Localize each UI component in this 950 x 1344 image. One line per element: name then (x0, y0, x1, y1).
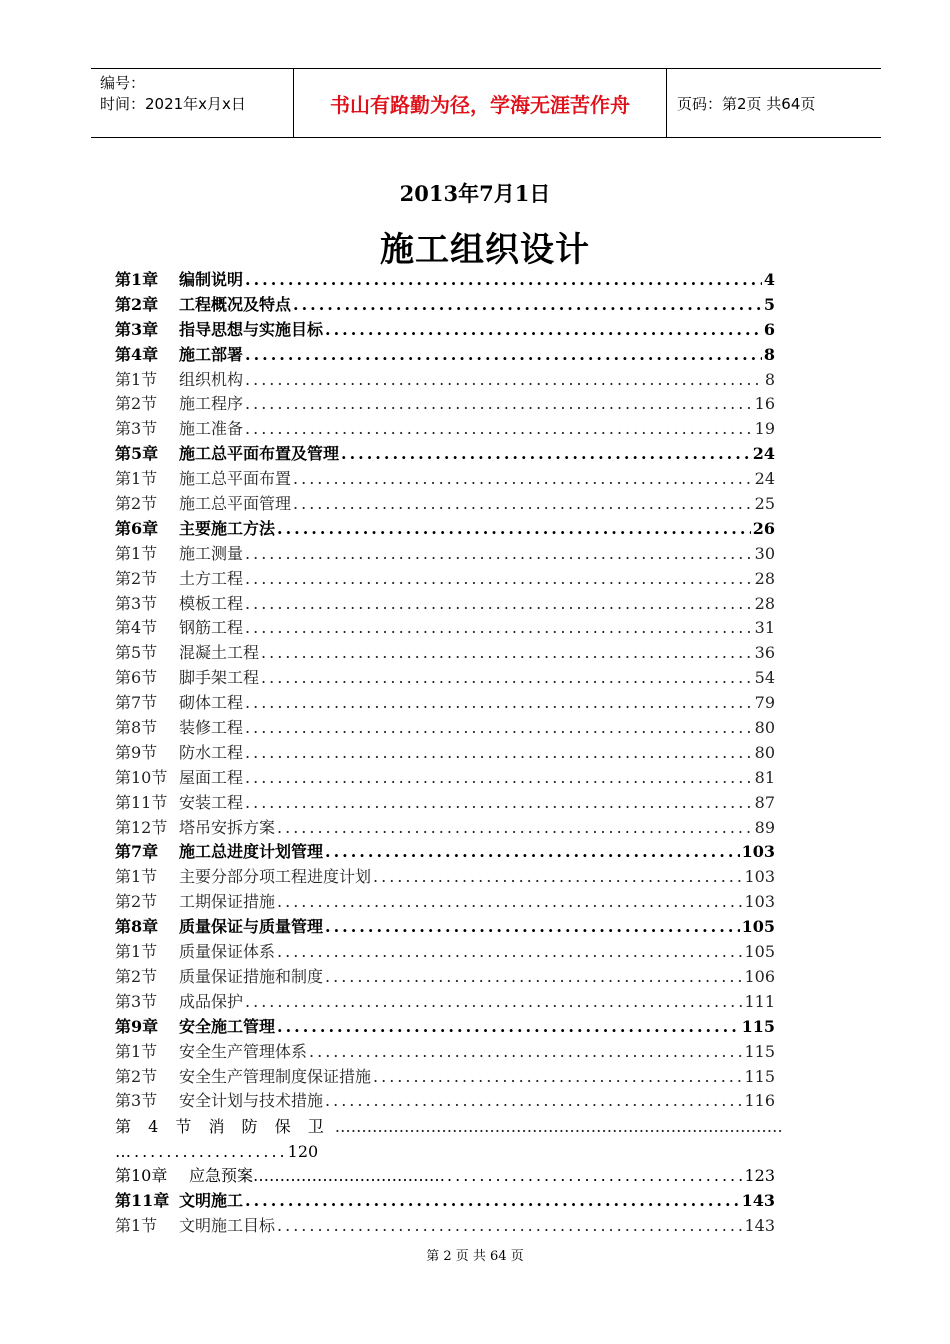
toc-entry-leader (277, 890, 742, 915)
toc-entry[interactable] (115, 442, 775, 467)
toc-entry-title: 工期保证措施 (179, 892, 276, 912)
toc-entry[interactable] (115, 890, 775, 915)
toc-entry-title: 施工总平面管理 (179, 494, 292, 514)
toc-entry-leader (277, 940, 742, 965)
toc-entry-title: 安全生产管理体系 (179, 1041, 308, 1061)
toc-entry-number: 第8章 (115, 917, 159, 937)
toc-entry[interactable] (115, 940, 775, 965)
toc-entry[interactable] (115, 865, 775, 890)
toc-entry-title: 混凝土工程 (179, 643, 260, 663)
toc-entry-fire-safety[interactable] (115, 1114, 860, 1139)
table-of-contents (115, 268, 775, 1114)
toc-entry-leader (277, 1015, 740, 1040)
toc-entry-number: 第1节 (115, 1041, 158, 1061)
toc-entry[interactable] (115, 741, 775, 766)
toc-entry-title: 安全生产管理制度保证措施 (179, 1066, 372, 1086)
toc-entry-leader (277, 1214, 742, 1239)
toc-entry[interactable] (115, 616, 775, 641)
toc-entry-number: 第10节 (115, 767, 168, 787)
toc-entry-leader (245, 791, 753, 816)
toc-entry-page: 106 (744, 966, 775, 986)
toc-entry-leader (245, 616, 753, 641)
toc-entry-title: 施工总平面布置 (179, 469, 292, 489)
toc-entry-page: 24 (752, 444, 775, 464)
toc-entry-page: 30 (754, 543, 775, 563)
toc-entry-page: 79 (754, 693, 775, 713)
toc-entry-title: 第 4 节 消 防 保 卫 (115, 1117, 330, 1136)
toc-entry[interactable] (115, 467, 775, 492)
toc-entry-title: 指导思想与实施目标 (179, 319, 324, 339)
toc-entry[interactable] (115, 791, 775, 816)
toc-entry[interactable] (115, 343, 775, 368)
toc-entry-leader (245, 567, 753, 592)
toc-entry-title: 成品保护 (179, 991, 244, 1011)
toc-entry-emergency-plan[interactable] (115, 1164, 775, 1189)
toc-entry[interactable] (115, 517, 775, 542)
header-motto: 书山有路勤为径，学海无涯苦作舟 (293, 69, 667, 137)
toc-entry-title: 防水工程 (179, 742, 244, 762)
toc-entry-leader (245, 368, 763, 393)
toc-entry-title: 钢筋工程 (179, 618, 244, 638)
toc-entry-leader (325, 915, 740, 940)
toc-entry-title: 文明施工目标 (179, 1215, 276, 1235)
toc-entry-page: 87 (754, 792, 775, 812)
toc-entry[interactable] (115, 417, 775, 442)
toc-entry-title: 装修工程 (179, 718, 244, 738)
toc-entry-page: 80 (754, 718, 775, 738)
toc-entry[interactable] (115, 1214, 775, 1239)
toc-entry-title: 安全施工管理 (179, 1016, 276, 1036)
toc-entry-number: 第9章 (115, 1016, 159, 1036)
toc-entry-leader (373, 1065, 742, 1090)
toc-entry-fire-safety-continued (115, 1139, 318, 1164)
toc-entry-title: 塔吊安拆方案 (179, 817, 276, 837)
toc-entry[interactable] (115, 766, 775, 791)
toc-entry-leader: …................... (115, 1142, 288, 1161)
toc-entry-leader (277, 517, 751, 542)
toc-entry[interactable] (115, 1189, 775, 1214)
toc-entry-page: 19 (754, 419, 775, 439)
toc-entry-leader (293, 293, 762, 318)
toc-entry-number: 第11节 (115, 792, 168, 812)
toc-entry-number: 第1节 (115, 867, 158, 887)
toc-entry-leader (293, 492, 753, 517)
toc-entry[interactable] (115, 592, 775, 617)
toc-entry-page: 80 (754, 742, 775, 762)
header-meta (91, 69, 293, 137)
toc-entry[interactable] (115, 293, 775, 318)
toc-entry-title: 安全计划与技术措施 (179, 1091, 324, 1111)
toc-entry-title: 施工部署 (179, 344, 244, 364)
toc-entry-number: 第1章 (115, 270, 159, 289)
toc-entry-title: 脚手架工程 (179, 668, 260, 688)
toc-entry[interactable] (115, 915, 775, 940)
toc-entry-number: 第3节 (115, 991, 158, 1011)
toc-entry-page: 115 (744, 1066, 775, 1086)
toc-entry[interactable] (115, 691, 775, 716)
toc-entry-title: 施工程序 (179, 394, 244, 414)
toc-entry-leader (245, 343, 762, 368)
toc-entry-number: 第4节 (115, 618, 158, 638)
toc-entry-number: 第12节 (115, 817, 168, 837)
toc-entry-number: 第2节 (115, 494, 158, 514)
toc-entry-page: 103 (744, 867, 775, 887)
toc-entry-leader (245, 542, 753, 567)
document-title: 施工组织设计 (380, 230, 590, 270)
toc-entry-title: 安装工程 (179, 792, 244, 812)
toc-entry-page: 105 (741, 917, 775, 937)
toc-entry-title: 文明施工 (179, 1191, 244, 1210)
toc-entry-leader (261, 641, 753, 666)
toc-entry-page: 103 (741, 842, 775, 862)
toc-entry[interactable] (115, 816, 775, 841)
toc-entry-leader (341, 442, 751, 467)
toc-entry[interactable] (115, 392, 775, 417)
toc-entry-title: 质量保证措施和制度 (179, 966, 324, 986)
toc-entry-number: 第6章 (115, 518, 159, 538)
toc-entry-number: 第5节 (115, 643, 158, 663)
toc-entry-title: 编制说明 (179, 270, 244, 289)
toc-entry-page: 36 (754, 643, 775, 663)
toc-entry[interactable] (115, 641, 775, 666)
toc-entry-leader (245, 691, 753, 716)
toc-entry-leader (325, 840, 740, 865)
toc-entry-title: 应急预案 (189, 1166, 254, 1185)
toc-entry-leader: ……………………………… (253, 1166, 446, 1185)
toc-entry-page: 89 (754, 817, 775, 837)
toc-entry-leader (325, 965, 742, 990)
document-header (91, 68, 881, 138)
toc-entry-page: 8 (764, 369, 775, 389)
toc-entry-leader (245, 1189, 740, 1214)
page-footer: 第 2 页 共 64 页 (426, 1249, 524, 1264)
toc-entry[interactable] (115, 567, 775, 592)
toc-entry-page: 25 (754, 494, 775, 514)
toc-entry-leader (245, 990, 742, 1015)
toc-entry-number: 第2节 (115, 1066, 158, 1086)
toc-entry-page: 16 (754, 394, 775, 414)
toc-entry-number: 第7章 (115, 842, 159, 862)
toc-entry-number: 第11章 (115, 1191, 170, 1210)
toc-entry-page: 103 (744, 892, 775, 912)
toc-entry-title: 屋面工程 (179, 767, 244, 787)
toc-entry-leader (245, 268, 762, 293)
toc-entry-title: 主要施工方法 (179, 518, 276, 538)
toc-entry[interactable] (115, 268, 775, 293)
toc-entry-page: 105 (744, 942, 775, 962)
toc-entry[interactable] (115, 990, 775, 1015)
time-label: 时间：2021年x月x日 (100, 95, 246, 113)
toc-entry-page: 81 (754, 767, 775, 787)
toc-entry-title: 施工准备 (179, 419, 244, 439)
toc-entry-title: 施工总平面布置及管理 (179, 444, 340, 464)
toc-entry-title: 施工总进度计划管理 (179, 842, 324, 862)
toc-entry-number: 第10章 (115, 1166, 168, 1185)
toc-entry-page: 123 (744, 1166, 775, 1185)
toc-entry[interactable] (115, 1065, 775, 1090)
toc-entry-page: 8 (763, 344, 775, 364)
toc-entry-number: 第2节 (115, 568, 158, 588)
toc-entry-number: 第3节 (115, 1091, 158, 1111)
toc-entry-leader: ………………………………………………………………………… (334, 1117, 783, 1136)
toc-entry-page: 28 (754, 593, 775, 613)
toc-entry-page: 24 (754, 469, 775, 489)
toc-entry-number: 第1节 (115, 1215, 158, 1235)
document-date: 2013年7月1日 (399, 181, 551, 206)
toc-entry-page: 5 (763, 294, 775, 314)
toc-entry-leader (309, 1040, 742, 1065)
toc-entry-leader (277, 816, 753, 841)
toc-entry-page: 143 (741, 1191, 775, 1210)
toc-entry-leader (245, 592, 753, 617)
table-of-contents-continued (115, 1189, 775, 1239)
toc-entry-leader (245, 741, 753, 766)
toc-entry[interactable] (115, 716, 775, 741)
toc-entry-number: 第6节 (115, 668, 158, 688)
toc-entry[interactable] (115, 666, 775, 691)
toc-entry-leader (245, 716, 753, 741)
toc-entry-title: 主要分部分项工程进度计划 (179, 867, 372, 887)
toc-entry-page: 143 (744, 1215, 775, 1235)
toc-entry-number: 第1节 (115, 469, 158, 489)
toc-entry-title: 施工测量 (179, 543, 244, 563)
header-page-info: 页码：第2页 共64页 (677, 94, 816, 113)
toc-entry[interactable] (115, 1040, 775, 1065)
toc-entry-leader (293, 467, 753, 492)
toc-entry-title: 工程概况及特点 (179, 294, 292, 314)
number-label: 编号： (100, 74, 146, 92)
toc-entry[interactable] (115, 368, 775, 393)
toc-entry-title: 砌体工程 (179, 693, 244, 713)
toc-entry-title: 组织机构 (179, 369, 244, 389)
toc-entry-title: 质量保证与质量管理 (179, 917, 324, 937)
toc-entry-number: 第2节 (115, 394, 158, 414)
toc-entry-page: 6 (763, 319, 775, 339)
toc-entry-leader (325, 318, 762, 343)
toc-entry-leader (245, 417, 753, 442)
toc-entry-number: 第9节 (115, 742, 158, 762)
toc-entry-number: 第5章 (115, 444, 159, 464)
toc-entry-page: 116 (744, 1091, 775, 1111)
toc-entry-title: 土方工程 (179, 568, 244, 588)
toc-entry-title: 质量保证体系 (179, 942, 276, 962)
toc-entry-number: 第1节 (115, 942, 158, 962)
toc-entry[interactable] (115, 542, 775, 567)
toc-entry-page: 54 (754, 668, 775, 688)
toc-entry-leader (373, 865, 742, 890)
toc-entry-page: 115 (741, 1016, 775, 1036)
toc-entry-number: 第3章 (115, 319, 159, 339)
toc-entry-page: 120 (287, 1142, 319, 1161)
toc-entry[interactable] (115, 1015, 775, 1040)
toc-entry[interactable] (115, 840, 775, 865)
toc-entry[interactable] (115, 1089, 775, 1114)
toc-entry-page: 26 (752, 518, 775, 538)
toc-entry-title: 模板工程 (179, 593, 244, 613)
toc-entry-number: 第2章 (115, 294, 159, 314)
toc-entry[interactable] (115, 318, 775, 343)
toc-entry-page: 31 (754, 618, 775, 638)
toc-entry-leader (245, 766, 753, 791)
toc-entry-number: 第8节 (115, 718, 158, 738)
toc-entry-number: 第2节 (115, 966, 158, 986)
toc-entry-number: 第7节 (115, 693, 158, 713)
toc-entry-page: 28 (754, 568, 775, 588)
toc-entry[interactable] (115, 492, 775, 517)
toc-entry-leader (245, 392, 753, 417)
toc-entry-number: 第1节 (115, 369, 158, 389)
toc-entry-page: 111 (744, 991, 775, 1011)
toc-entry-leader (447, 1164, 742, 1189)
toc-entry-leader (261, 666, 753, 691)
toc-entry-number: 第3节 (115, 419, 158, 439)
toc-entry[interactable] (115, 965, 775, 990)
toc-entry-page: 4 (763, 270, 775, 289)
toc-entry-number: 第2节 (115, 892, 158, 912)
toc-entry-leader (325, 1089, 742, 1114)
toc-entry-number: 第3节 (115, 593, 158, 613)
toc-entry-number: 第4章 (115, 344, 159, 364)
toc-entry-number: 第1节 (115, 543, 158, 563)
toc-entry-page: 115 (744, 1041, 775, 1061)
